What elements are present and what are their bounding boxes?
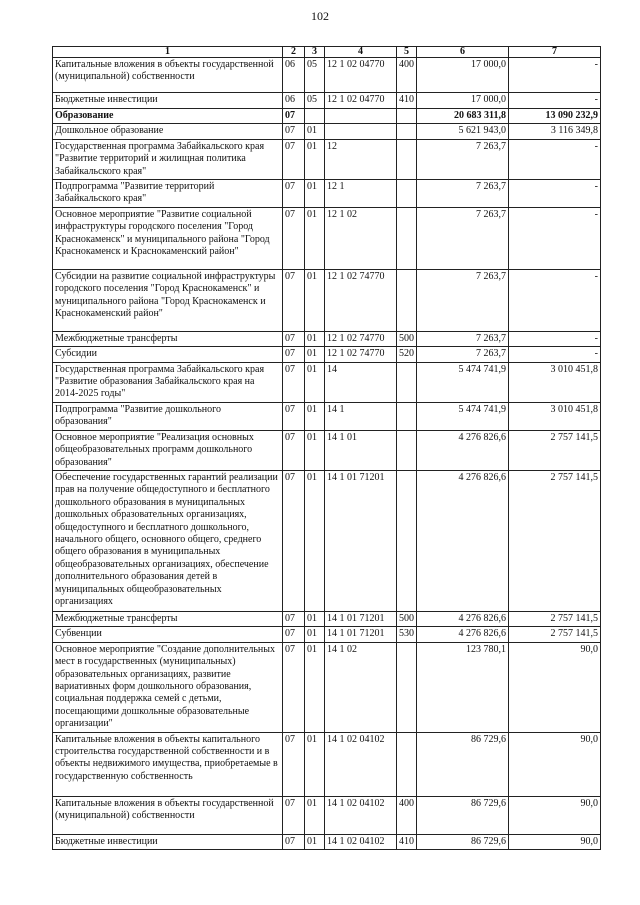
table-row <box>53 109 601 124</box>
row-amount-col6: 5 474 741,9 <box>417 362 509 402</box>
row-subsection <box>305 109 325 124</box>
row-amount-col7: 2 757 141,5 <box>509 627 601 642</box>
row-expense-type: 410 <box>397 93 417 109</box>
row-amount-col7: - <box>509 58 601 93</box>
row-target-code: 12 1 02 04770 <box>325 58 397 93</box>
row-target-code: 14 <box>325 362 397 402</box>
row-subsection: 01 <box>305 269 325 331</box>
row-name: Обеспечение государственных гарантий реализации прав на получение общедоступного и бесплатного дошкольного образования в муниципальных дошкольных образовательных организациях, общедоступного и бесплатного дошкольного, начального общего, основного общего, среднего общего образования в муниципальных общеобразовательных организациях, обеспечение дополнительного образования детей в муниципальных общеобразовательных организациях <box>53 470 283 611</box>
row-subsection: 01 <box>305 362 325 402</box>
row-section: 07 <box>283 642 305 732</box>
row-name: Основное мероприятие "Создание дополнительных мест в государственных (муниципальных) образовательных организациях, развитие вариативных форм дошкольного образования, социальная поддержка семей с детьми, посещающими дошкольные образовательные организации" <box>53 642 283 732</box>
row-amount-col6: 20 683 311,8 <box>417 109 509 124</box>
row-amount-col6: 86 729,6 <box>417 834 509 849</box>
row-expense-type: 500 <box>397 331 417 346</box>
row-target-code <box>325 124 397 139</box>
column-header: 3 <box>305 47 325 58</box>
row-amount-col6: 7 263,7 <box>417 139 509 179</box>
row-expense-type <box>397 362 417 402</box>
row-amount-col6: 17 000,0 <box>417 93 509 109</box>
row-section: 07 <box>283 180 305 208</box>
row-subsection: 01 <box>305 124 325 139</box>
column-header: 7 <box>509 47 601 58</box>
row-name: Образование <box>53 109 283 124</box>
row-amount-col6: 86 729,6 <box>417 796 509 834</box>
row-target-code: 12 1 <box>325 180 397 208</box>
row-expense-type <box>397 430 417 470</box>
row-name: Субвенции <box>53 627 283 642</box>
row-name: Государственная программа Забайкальского края "Развитие образования Забайкальского края на 2014-2025 годы" <box>53 362 283 402</box>
row-amount-col6: 4 276 826,6 <box>417 430 509 470</box>
row-name: Субсидии на развитие социальной инфраструктуры городского поселения "Город Краснокаменск" и муниципального района "Город Краснокаменск и Краснокаменский район" <box>53 269 283 331</box>
table-row <box>53 124 601 139</box>
row-amount-col6: 7 263,7 <box>417 207 509 269</box>
table-header-row <box>53 47 601 58</box>
row-section: 07 <box>283 362 305 402</box>
row-section: 07 <box>283 834 305 849</box>
row-section: 07 <box>283 611 305 626</box>
row-target-code: 12 1 02 74770 <box>325 331 397 346</box>
row-section: 07 <box>283 470 305 611</box>
row-subsection: 01 <box>305 331 325 346</box>
row-target-code <box>325 109 397 124</box>
row-name: Государственная программа Забайкальского края "Развитие территорий и жилищная политика Забайкальского края" <box>53 139 283 179</box>
row-target-code: 14 1 02 04102 <box>325 732 397 796</box>
row-target-code: 14 1 02 04102 <box>325 796 397 834</box>
row-amount-col6: 4 276 826,6 <box>417 611 509 626</box>
row-name: Подпрограмма "Развитие дошкольного образования" <box>53 402 283 430</box>
row-subsection: 01 <box>305 627 325 642</box>
row-target-code: 12 1 02 74770 <box>325 347 397 362</box>
row-amount-col7: 90,0 <box>509 834 601 849</box>
table-row <box>53 611 601 626</box>
table-row <box>53 58 601 93</box>
row-section: 07 <box>283 402 305 430</box>
table-row <box>53 834 601 849</box>
row-amount-col7: 2 757 141,5 <box>509 611 601 626</box>
row-name: Капитальные вложения в объекты государственной (муниципальной) собственности <box>53 58 283 93</box>
page-number: 102 <box>311 9 329 23</box>
row-expense-type <box>397 732 417 796</box>
row-amount-col6: 7 263,7 <box>417 331 509 346</box>
budget-table <box>52 46 601 850</box>
row-expense-type <box>397 139 417 179</box>
row-amount-col7: 3 010 451,8 <box>509 402 601 430</box>
table-row <box>53 470 601 611</box>
row-amount-col7: 3 116 349,8 <box>509 124 601 139</box>
table-row <box>53 642 601 732</box>
row-expense-type <box>397 207 417 269</box>
row-target-code: 14 1 01 <box>325 430 397 470</box>
row-amount-col6: 17 000,0 <box>417 58 509 93</box>
table-row <box>53 732 601 796</box>
row-target-code: 14 1 <box>325 402 397 430</box>
row-subsection: 01 <box>305 347 325 362</box>
row-name: Дошкольное образование <box>53 124 283 139</box>
row-expense-type: 400 <box>397 58 417 93</box>
table-row <box>53 402 601 430</box>
row-target-code: 12 1 02 <box>325 207 397 269</box>
row-amount-col7: - <box>509 93 601 109</box>
row-name: Основное мероприятие "Реализация основных общеобразовательных программ дошкольного образования" <box>53 430 283 470</box>
row-amount-col7: - <box>509 180 601 208</box>
row-section: 07 <box>283 796 305 834</box>
row-expense-type <box>397 642 417 732</box>
row-expense-type <box>397 180 417 208</box>
table-row <box>53 430 601 470</box>
row-subsection: 01 <box>305 796 325 834</box>
row-name: Подпрограмма "Развитие территорий Забайкальского края" <box>53 180 283 208</box>
row-target-code: 14 1 01 71201 <box>325 611 397 626</box>
row-amount-col6: 7 263,7 <box>417 347 509 362</box>
table-row <box>53 207 601 269</box>
column-header: 5 <box>397 47 417 58</box>
row-amount-col6: 5 474 741,9 <box>417 402 509 430</box>
row-target-code: 12 <box>325 139 397 179</box>
row-expense-type <box>397 109 417 124</box>
row-amount-col7: 3 010 451,8 <box>509 362 601 402</box>
row-amount-col7: 90,0 <box>509 642 601 732</box>
table-row <box>53 627 601 642</box>
row-expense-type: 520 <box>397 347 417 362</box>
row-name: Бюджетные инвестиции <box>53 93 283 109</box>
row-expense-type: 500 <box>397 611 417 626</box>
table-row <box>53 139 601 179</box>
row-amount-col7: - <box>509 269 601 331</box>
row-amount-col7: 13 090 232,9 <box>509 109 601 124</box>
row-subsection: 01 <box>305 834 325 849</box>
row-subsection: 01 <box>305 207 325 269</box>
table-row <box>53 331 601 346</box>
row-name: Капитальные вложения в объекты капитального строительства государственной собственности и в объекты недвижимого имущества, приобретаемые в государственную собственность <box>53 732 283 796</box>
row-section: 07 <box>283 139 305 179</box>
row-target-code: 14 1 01 71201 <box>325 627 397 642</box>
row-amount-col7: - <box>509 207 601 269</box>
row-subsection: 01 <box>305 180 325 208</box>
row-amount-col6: 4 276 826,6 <box>417 470 509 611</box>
row-name: Капитальные вложения в объекты государственной (муниципальной) собственности <box>53 796 283 834</box>
row-subsection: 05 <box>305 93 325 109</box>
row-subsection: 01 <box>305 732 325 796</box>
table-row <box>53 269 601 331</box>
row-target-code: 14 1 02 04102 <box>325 834 397 849</box>
row-amount-col6: 86 729,6 <box>417 732 509 796</box>
row-name: Основное мероприятие "Развитие социальной инфраструктуры городского поселения "Город Краснокаменск" и муниципального района "Город Краснокаменск и Краснокаменский район" <box>53 207 283 269</box>
column-header: 1 <box>53 47 283 58</box>
row-amount-col7: - <box>509 331 601 346</box>
row-name: Субсидии <box>53 347 283 362</box>
table-row <box>53 796 601 834</box>
row-subsection: 01 <box>305 642 325 732</box>
row-amount-col7: 2 757 141,5 <box>509 430 601 470</box>
row-section: 06 <box>283 58 305 93</box>
row-amount-col7: - <box>509 347 601 362</box>
row-amount-col6: 7 263,7 <box>417 180 509 208</box>
row-expense-type: 400 <box>397 796 417 834</box>
row-section: 07 <box>283 627 305 642</box>
row-amount-col6: 4 276 826,6 <box>417 627 509 642</box>
row-subsection: 01 <box>305 611 325 626</box>
row-amount-col7: 90,0 <box>509 796 601 834</box>
column-header: 2 <box>283 47 305 58</box>
row-section: 07 <box>283 347 305 362</box>
row-amount-col6: 5 621 943,0 <box>417 124 509 139</box>
row-section: 07 <box>283 732 305 796</box>
row-target-code: 12 1 02 74770 <box>325 269 397 331</box>
row-subsection: 01 <box>305 470 325 611</box>
row-name: Межбюджетные трансферты <box>53 331 283 346</box>
row-expense-type <box>397 269 417 331</box>
row-section: 07 <box>283 109 305 124</box>
row-section: 06 <box>283 93 305 109</box>
column-header: 4 <box>325 47 397 58</box>
row-target-code: 12 1 02 04770 <box>325 93 397 109</box>
row-section: 07 <box>283 124 305 139</box>
row-name: Бюджетные инвестиции <box>53 834 283 849</box>
row-subsection: 05 <box>305 58 325 93</box>
row-expense-type: 530 <box>397 627 417 642</box>
row-amount-col7: 90,0 <box>509 732 601 796</box>
row-expense-type <box>397 124 417 139</box>
row-subsection: 01 <box>305 402 325 430</box>
table-row <box>53 362 601 402</box>
row-section: 07 <box>283 430 305 470</box>
row-expense-type <box>397 470 417 611</box>
row-section: 07 <box>283 207 305 269</box>
row-amount-col6: 7 263,7 <box>417 269 509 331</box>
row-section: 07 <box>283 331 305 346</box>
row-target-code: 14 1 01 71201 <box>325 470 397 611</box>
table-row <box>53 347 601 362</box>
row-subsection: 01 <box>305 430 325 470</box>
row-amount-col7: 2 757 141,5 <box>509 470 601 611</box>
row-expense-type <box>397 402 417 430</box>
row-section: 07 <box>283 269 305 331</box>
column-header: 6 <box>417 47 509 58</box>
row-amount-col7: - <box>509 139 601 179</box>
table-row <box>53 180 601 208</box>
row-expense-type: 410 <box>397 834 417 849</box>
table-row <box>53 93 601 109</box>
row-target-code: 14 1 02 <box>325 642 397 732</box>
row-amount-col6: 123 780,1 <box>417 642 509 732</box>
row-name: Межбюджетные трансферты <box>53 611 283 626</box>
row-subsection: 01 <box>305 139 325 179</box>
